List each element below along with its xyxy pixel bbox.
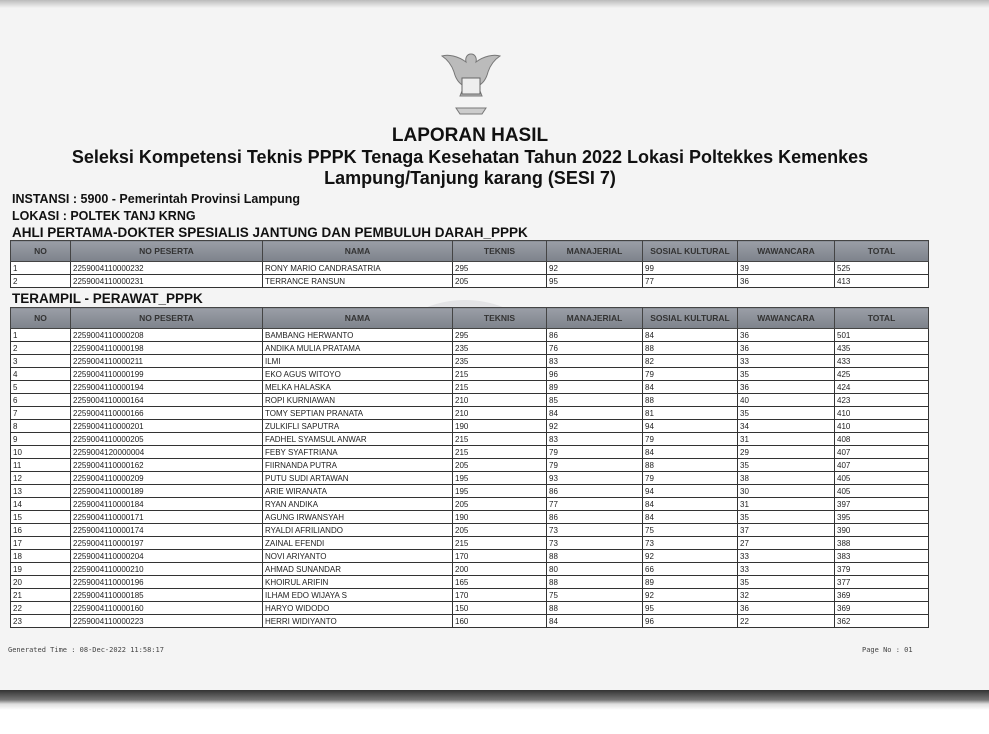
cell-teknis: 210 — [453, 407, 547, 420]
table-row — [11, 368, 929, 381]
cell-nama: ILMI — [263, 355, 453, 368]
cell-sosial-kultural: 88 — [643, 342, 738, 355]
col-header-wawancara: WAWANCARA — [738, 308, 835, 329]
cell-teknis: 190 — [453, 420, 547, 433]
col-header-sosial-kultural: SOSIAL KULTURAL — [643, 308, 738, 329]
cell-teknis: 215 — [453, 537, 547, 550]
table-row — [11, 563, 929, 576]
cell-wawancara: 35 — [738, 368, 835, 381]
col-header-nama: NAMA — [263, 308, 453, 329]
cell-wawancara: 36 — [738, 275, 835, 288]
cell-teknis: 215 — [453, 433, 547, 446]
cell-no-peserta: 2259004110000171 — [71, 511, 263, 524]
cell-wawancara: 32 — [738, 589, 835, 602]
cell-no: 2 — [11, 342, 71, 355]
lokasi-label: LOKASI : POLTEK TANJ KRNG — [12, 209, 196, 223]
cell-sosial-kultural: 79 — [643, 368, 738, 381]
cell-sosial-kultural: 77 — [643, 275, 738, 288]
cell-wawancara: 31 — [738, 498, 835, 511]
cell-wawancara: 34 — [738, 420, 835, 433]
col-header-manajerial: MANAJERIAL — [547, 308, 643, 329]
cell-total: 383 — [835, 550, 929, 563]
cell-no: 17 — [11, 537, 71, 550]
cell-no: 1 — [11, 262, 71, 275]
cell-teknis: 205 — [453, 275, 547, 288]
report-subtitle-2: Lampung/Tanjung karang (SESI 7) — [324, 168, 616, 188]
cell-manajerial: 83 — [547, 433, 643, 446]
cell-manajerial: 86 — [547, 329, 643, 342]
cell-no-peserta: 2259004110000199 — [71, 368, 263, 381]
cell-sosial-kultural: 92 — [643, 589, 738, 602]
cell-wawancara: 22 — [738, 615, 835, 628]
cell-no-peserta: 2259004110000184 — [71, 498, 263, 511]
cell-no-peserta: 2259004110000232 — [71, 262, 263, 275]
header-row — [11, 241, 929, 262]
cell-manajerial: 73 — [547, 537, 643, 550]
cell-total: 369 — [835, 602, 929, 615]
cell-nama: RONY MARIO CANDRASATRIA — [263, 262, 453, 275]
cell-total: 425 — [835, 368, 929, 381]
table-row — [11, 615, 929, 628]
cell-teknis: 170 — [453, 550, 547, 563]
cell-no: 10 — [11, 446, 71, 459]
cell-wawancara: 33 — [738, 550, 835, 563]
cell-wawancara: 35 — [738, 576, 835, 589]
cell-no: 4 — [11, 368, 71, 381]
table-row — [11, 355, 929, 368]
generated-time: Generated Time : 08-Dec-2022 11:58:17 — [8, 646, 164, 654]
cell-wawancara: 35 — [738, 459, 835, 472]
cell-nama: PUTU SUDI ARTAWAN — [263, 472, 453, 485]
cell-wawancara: 29 — [738, 446, 835, 459]
col-header-no: NO — [11, 241, 71, 262]
table-row — [11, 524, 929, 537]
cell-sosial-kultural: 88 — [643, 459, 738, 472]
cell-sosial-kultural: 84 — [643, 381, 738, 394]
cell-nama: ANDIKA MULIA PRATAMA — [263, 342, 453, 355]
cell-nama: BAMBANG HERWANTO — [263, 329, 453, 342]
col-header-no-peserta: NO PESERTA — [71, 308, 263, 329]
cell-nama: ZAINAL EFENDI — [263, 537, 453, 550]
col-header-wawancara: WAWANCARA — [738, 241, 835, 262]
cell-wawancara: 36 — [738, 602, 835, 615]
cell-manajerial: 88 — [547, 602, 643, 615]
cell-teknis: 195 — [453, 472, 547, 485]
table-row — [11, 576, 929, 589]
table-row — [11, 381, 929, 394]
cell-sosial-kultural: 84 — [643, 498, 738, 511]
col-header-total: TOTAL — [835, 308, 929, 329]
cell-total: 525 — [835, 262, 929, 275]
cell-manajerial: 95 — [547, 275, 643, 288]
cell-no-peserta: 2259004110000162 — [71, 459, 263, 472]
cell-sosial-kultural: 88 — [643, 394, 738, 407]
cell-wawancara: 36 — [738, 381, 835, 394]
col-header-nama: NAMA — [263, 241, 453, 262]
cell-manajerial: 85 — [547, 394, 643, 407]
cell-nama: ARIE WIRANATA — [263, 485, 453, 498]
cell-teknis: 205 — [453, 498, 547, 511]
table-row — [11, 511, 929, 524]
cell-no: 6 — [11, 394, 71, 407]
cell-total: 410 — [835, 407, 929, 420]
table-row — [11, 550, 929, 563]
cell-sosial-kultural: 82 — [643, 355, 738, 368]
cell-nama: AHMAD SUNANDAR — [263, 563, 453, 576]
cell-total: 423 — [835, 394, 929, 407]
cell-no-peserta: 2259004110000210 — [71, 563, 263, 576]
cell-manajerial: 92 — [547, 420, 643, 433]
results-table-dokter — [10, 240, 929, 288]
cell-manajerial: 84 — [547, 615, 643, 628]
cell-teknis: 195 — [453, 485, 547, 498]
cell-teknis: 295 — [453, 329, 547, 342]
cell-sosial-kultural: 94 — [643, 420, 738, 433]
cell-sosial-kultural: 84 — [643, 446, 738, 459]
table-row — [11, 407, 929, 420]
cell-total: 433 — [835, 355, 929, 368]
table-row — [11, 420, 929, 433]
cell-nama: FEBY SYAFTRIANA — [263, 446, 453, 459]
cell-nama: FIIRNANDA PUTRA — [263, 459, 453, 472]
cell-sosial-kultural: 79 — [643, 433, 738, 446]
cell-sosial-kultural: 92 — [643, 550, 738, 563]
cell-no: 19 — [11, 563, 71, 576]
cell-no-peserta: 2259004110000211 — [71, 355, 263, 368]
cell-no-peserta: 2259004110000231 — [71, 275, 263, 288]
cell-manajerial: 84 — [547, 407, 643, 420]
cell-no-peserta: 2259004110000204 — [71, 550, 263, 563]
section-title-dokter: AHLI PERTAMA-DOKTER SPESIALIS JANTUNG DAN PEMBULUH DARAH_PPPK — [12, 225, 528, 240]
cell-no: 23 — [11, 615, 71, 628]
cell-manajerial: 88 — [547, 576, 643, 589]
cell-nama: TOMY SEPTIAN PRANATA — [263, 407, 453, 420]
cell-total: 405 — [835, 472, 929, 485]
cell-sosial-kultural: 79 — [643, 472, 738, 485]
cell-no: 9 — [11, 433, 71, 446]
cell-nama: RYALDI AFRILIANDO — [263, 524, 453, 537]
cell-manajerial: 89 — [547, 381, 643, 394]
cell-teknis: 205 — [453, 524, 547, 537]
cell-no: 2 — [11, 275, 71, 288]
cell-wawancara: 33 — [738, 563, 835, 576]
cell-teknis: 205 — [453, 459, 547, 472]
cell-manajerial: 86 — [547, 511, 643, 524]
cell-sosial-kultural: 66 — [643, 563, 738, 576]
cell-manajerial: 79 — [547, 459, 643, 472]
cell-sosial-kultural: 99 — [643, 262, 738, 275]
table-row — [11, 446, 929, 459]
cell-no-peserta: 2259004110000197 — [71, 537, 263, 550]
cell-teknis: 235 — [453, 342, 547, 355]
cell-no-peserta: 2259004110000196 — [71, 576, 263, 589]
cell-nama: ILHAM EDO WIJAYA S — [263, 589, 453, 602]
cell-teknis: 150 — [453, 602, 547, 615]
cell-total: 395 — [835, 511, 929, 524]
cell-no: 13 — [11, 485, 71, 498]
cell-wawancara: 37 — [738, 524, 835, 537]
cell-no-peserta: 2259004110000194 — [71, 381, 263, 394]
table-row — [11, 589, 929, 602]
table-row — [11, 394, 929, 407]
cell-teknis: 210 — [453, 394, 547, 407]
cell-teknis: 235 — [453, 355, 547, 368]
scan-edge-top — [0, 0, 989, 8]
cell-manajerial: 76 — [547, 342, 643, 355]
cell-total: 435 — [835, 342, 929, 355]
scan-edge-bottom — [0, 690, 989, 734]
cell-sosial-kultural: 84 — [643, 511, 738, 524]
cell-sosial-kultural: 94 — [643, 485, 738, 498]
cell-no-peserta: 2259004110000185 — [71, 589, 263, 602]
cell-wawancara: 31 — [738, 433, 835, 446]
cell-nama: EKO AGUS WITOYO — [263, 368, 453, 381]
col-header-sosial-kultural: SOSIAL KULTURAL — [643, 241, 738, 262]
cell-nama: TERRANCE RANSUN — [263, 275, 453, 288]
garuda-emblem-icon — [440, 48, 502, 118]
cell-wawancara: 33 — [738, 355, 835, 368]
cell-no-peserta: 2259004110000174 — [71, 524, 263, 537]
cell-sosial-kultural: 96 — [643, 615, 738, 628]
cell-nama: MELKA HALASKA — [263, 381, 453, 394]
table-row — [11, 472, 929, 485]
table-row — [11, 602, 929, 615]
cell-no: 18 — [11, 550, 71, 563]
cell-manajerial: 92 — [547, 262, 643, 275]
table-row — [11, 537, 929, 550]
cell-wawancara: 38 — [738, 472, 835, 485]
report-subtitle-1: Seleksi Kompetensi Teknis PPPK Tenaga Kesehatan Tahun 2022 Lokasi Poltekkes Kemenkes — [71, 147, 869, 167]
cell-manajerial: 77 — [547, 498, 643, 511]
cell-manajerial: 88 — [547, 550, 643, 563]
cell-no: 1 — [11, 329, 71, 342]
cell-sosial-kultural: 95 — [643, 602, 738, 615]
cell-teknis: 160 — [453, 615, 547, 628]
col-header-teknis: TEKNIS — [453, 241, 547, 262]
cell-total: 362 — [835, 615, 929, 628]
table-row — [11, 459, 929, 472]
cell-no-peserta: 2259004110000223 — [71, 615, 263, 628]
cell-wawancara: 36 — [738, 329, 835, 342]
cell-no: 14 — [11, 498, 71, 511]
table-row — [11, 275, 929, 288]
cell-no: 16 — [11, 524, 71, 537]
cell-total: 408 — [835, 433, 929, 446]
cell-wawancara: 35 — [738, 511, 835, 524]
col-header-manajerial: MANAJERIAL — [547, 241, 643, 262]
cell-nama: NOVI ARIYANTO — [263, 550, 453, 563]
cell-no: 15 — [11, 511, 71, 524]
cell-wawancara: 40 — [738, 394, 835, 407]
col-header-no-peserta: NO PESERTA — [71, 241, 263, 262]
cell-total: 501 — [835, 329, 929, 342]
cell-sosial-kultural: 81 — [643, 407, 738, 420]
cell-manajerial: 75 — [547, 589, 643, 602]
table-row — [11, 485, 929, 498]
cell-no-peserta: 2259004110000209 — [71, 472, 263, 485]
cell-no: 20 — [11, 576, 71, 589]
header-row — [11, 308, 929, 329]
cell-no: 8 — [11, 420, 71, 433]
cell-manajerial: 96 — [547, 368, 643, 381]
report-title: LAPORAN HASIL — [391, 125, 549, 146]
cell-manajerial: 79 — [547, 446, 643, 459]
cell-total: 410 — [835, 420, 929, 433]
cell-sosial-kultural: 89 — [643, 576, 738, 589]
cell-sosial-kultural: 84 — [643, 329, 738, 342]
col-header-total: TOTAL — [835, 241, 929, 262]
cell-total: 407 — [835, 459, 929, 472]
cell-manajerial: 83 — [547, 355, 643, 368]
cell-teknis: 215 — [453, 446, 547, 459]
cell-nama: ZULKIFLI SAPUTRA — [263, 420, 453, 433]
cell-teknis: 200 — [453, 563, 547, 576]
col-header-no: NO — [11, 308, 71, 329]
cell-no-peserta: 2259004110000201 — [71, 420, 263, 433]
cell-no: 7 — [11, 407, 71, 420]
results-table-perawat — [10, 307, 929, 628]
table-row — [11, 498, 929, 511]
cell-no-peserta: 2259004110000198 — [71, 342, 263, 355]
section-title-perawat: TERAMPIL - PERAWAT_PPPK — [12, 291, 203, 306]
cell-teknis: 190 — [453, 511, 547, 524]
cell-wawancara: 30 — [738, 485, 835, 498]
cell-teknis: 295 — [453, 262, 547, 275]
cell-sosial-kultural: 75 — [643, 524, 738, 537]
table-row — [11, 262, 929, 275]
cell-total: 397 — [835, 498, 929, 511]
cell-no: 22 — [11, 602, 71, 615]
cell-no-peserta: 2259004110000205 — [71, 433, 263, 446]
cell-no-peserta: 2259004110000189 — [71, 485, 263, 498]
cell-wawancara: 35 — [738, 407, 835, 420]
cell-sosial-kultural: 73 — [643, 537, 738, 550]
cell-wawancara: 27 — [738, 537, 835, 550]
cell-teknis: 215 — [453, 381, 547, 394]
cell-total: 424 — [835, 381, 929, 394]
table-row — [11, 433, 929, 446]
table-row — [11, 342, 929, 355]
table-row — [11, 329, 929, 342]
cell-manajerial: 86 — [547, 485, 643, 498]
cell-wawancara: 36 — [738, 342, 835, 355]
cell-total: 405 — [835, 485, 929, 498]
cell-nama: ROPI KURNIAWAN — [263, 394, 453, 407]
cell-nama: FADHEL SYAMSUL ANWAR — [263, 433, 453, 446]
cell-total: 413 — [835, 275, 929, 288]
cell-no: 11 — [11, 459, 71, 472]
cell-nama: HERRI WIDIYANTO — [263, 615, 453, 628]
cell-total: 377 — [835, 576, 929, 589]
cell-total: 369 — [835, 589, 929, 602]
cell-nama: RYAN ANDIKA — [263, 498, 453, 511]
cell-no-peserta: 2259004110000208 — [71, 329, 263, 342]
cell-total: 388 — [835, 537, 929, 550]
cell-nama: KHOIRUL ARIFIN — [263, 576, 453, 589]
cell-total: 379 — [835, 563, 929, 576]
cell-teknis: 170 — [453, 589, 547, 602]
cell-no-peserta: 2259004120000004 — [71, 446, 263, 459]
instansi-label: INSTANSI : 5900 - Pemerintah Provinsi Lampung — [12, 192, 301, 206]
col-header-teknis: TEKNIS — [453, 308, 547, 329]
cell-manajerial: 73 — [547, 524, 643, 537]
cell-no-peserta: 2259004110000164 — [71, 394, 263, 407]
cell-nama: HARYO WIDODO — [263, 602, 453, 615]
page-number: Page No : 01 — [862, 646, 913, 654]
cell-manajerial: 93 — [547, 472, 643, 485]
cell-no-peserta: 2259004110000166 — [71, 407, 263, 420]
cell-total: 390 — [835, 524, 929, 537]
cell-no: 21 — [11, 589, 71, 602]
cell-wawancara: 39 — [738, 262, 835, 275]
cell-no: 3 — [11, 355, 71, 368]
cell-no: 5 — [11, 381, 71, 394]
cell-manajerial: 80 — [547, 563, 643, 576]
cell-nama: AGUNG IRWANSYAH — [263, 511, 453, 524]
cell-teknis: 215 — [453, 368, 547, 381]
cell-no: 12 — [11, 472, 71, 485]
cell-no-peserta: 2259004110000160 — [71, 602, 263, 615]
cell-teknis: 165 — [453, 576, 547, 589]
cell-total: 407 — [835, 446, 929, 459]
